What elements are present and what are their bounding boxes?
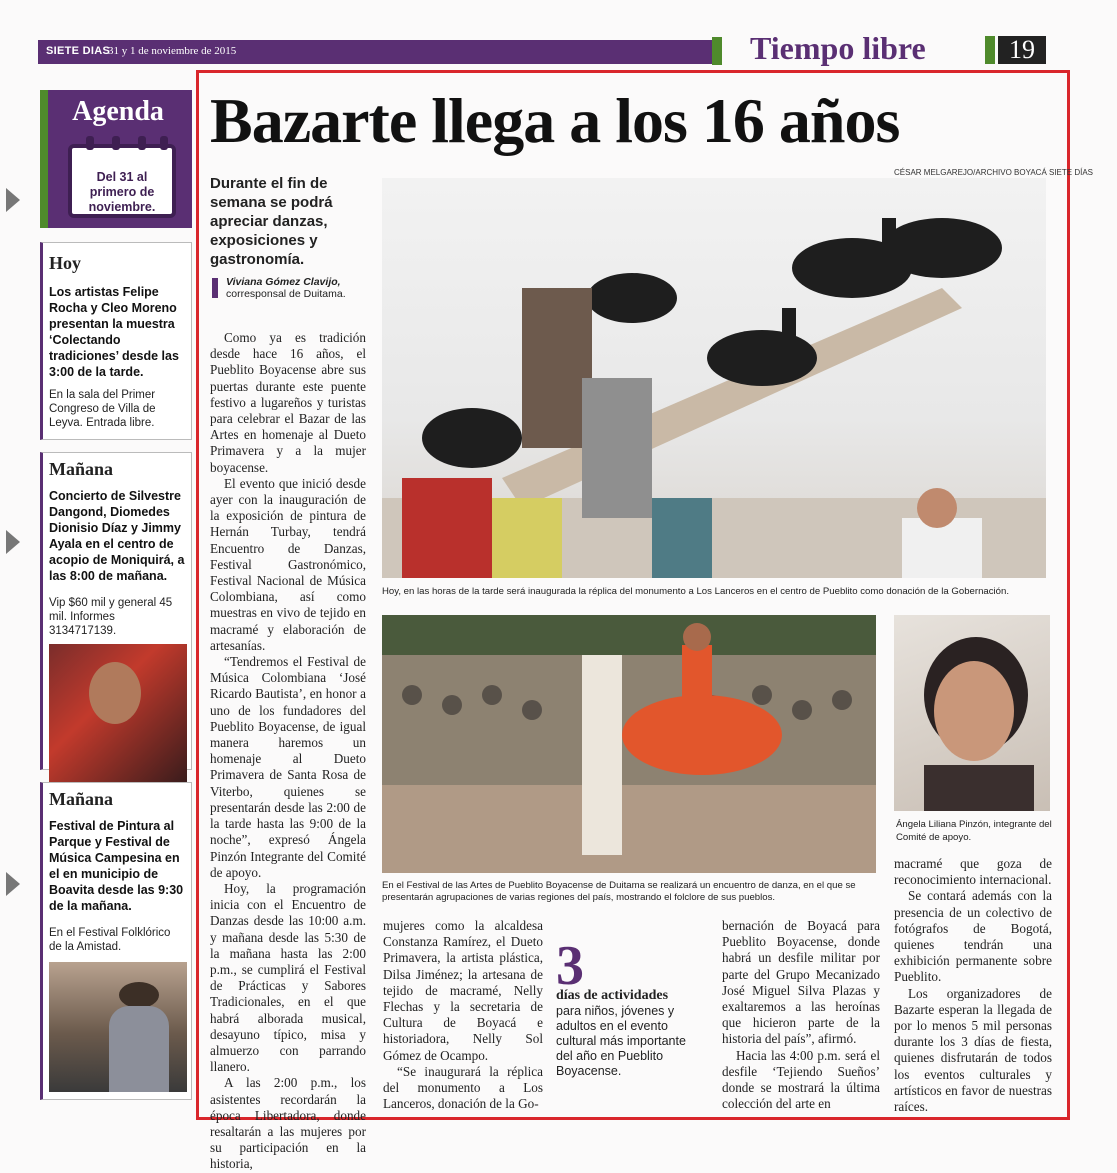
margin-arrow-icon: [6, 188, 20, 212]
calendar-ring-icon: [160, 136, 168, 150]
fact-title: días de actividades: [556, 988, 669, 1003]
portrait-illustration: [894, 615, 1050, 811]
byline-name: Viviana Gómez Clavijo,: [226, 276, 341, 288]
agenda-item-details: En la sala del Primer Congreso de Villa de Leyva. Entrada libre.: [49, 389, 156, 429]
paragraph: “Se inaugurará la réplica del monumento a Los Lanceros, donación de la Go-: [383, 1063, 543, 1112]
paragraph: “Tendremos el Festival de Música Colombiana ‘José Ricardo Bautista’, en honor a uno de los fundadores del Pueblito Boyacense, de igual manera haremos un homenaje al Dueto Primavera de Santa Rosa de Viterbo, quienes se presentarán desde las 2:00 de la tarde hasta las 9:00 de la noche”, expresó Ángela Pinzón Integrante del Comité de apoyo.: [210, 654, 366, 880]
agenda-title: Agenda: [72, 96, 164, 127]
agenda-item-description: Los artistas Felipe Rocha y Cleo Moreno presentan la muestra ‘Colectando tradiciones’ desde las 3:00 de la tarde.: [49, 285, 179, 379]
article-column-4: [722, 918, 880, 1112]
agenda-dates: Del 31 al primero de noviembre.: [88, 170, 156, 214]
margin-arrow-icon: [6, 530, 20, 554]
page-number: 19: [998, 36, 1046, 64]
dancers-photo: [382, 615, 876, 873]
article-column-5: [894, 856, 1052, 1115]
agenda-item-manana-1: [40, 452, 192, 770]
paragraph: Hoy, la programación inicia con el Encuentro de Danzas desde las 10:00 a.m. y mañana desde las 5:30 de la mañana hasta las 2:00 p.m., se cumplirá el Festival de Prácticas y Sabores Tradicionales, en el que habrá alborada musical, desayuno típico, misa y almuerzo con parrando llanero.: [210, 880, 366, 1075]
page-number-accent: [985, 36, 995, 64]
agenda-item-heading: Hoy: [49, 253, 82, 273]
article-lead: Durante el fin de semana se podrá apreciar danzas, exposiciones y gastronomía.: [210, 175, 333, 268]
musicians-photo: [49, 962, 187, 1092]
article-column-1: [210, 330, 366, 1172]
photo-caption-1: Hoy, en las horas de la tarde será inaugurada la réplica del monumento a Los Lanceros en el centro de Pueblito como donación de la Gobernación.: [382, 586, 1010, 597]
agenda-item-details: En el Festival Folklórico de la Amistad.: [49, 927, 171, 953]
agenda-accent: [40, 90, 48, 228]
fact-body: para niños, jóvenes y adultos en el evento cultural más importante del año en Pueblito Boyacense.: [556, 1004, 686, 1078]
issue-date: 31 y 1 de noviembre de 2015: [108, 45, 237, 57]
poncho-shape: [109, 1006, 169, 1092]
byline-accent: [212, 278, 218, 298]
paragraph: Hacia las 4:00 p.m. será el desfile ‘Tejiendo Sueños’ donde se mostrará la última colección del arte en: [722, 1047, 880, 1112]
article-headline: Bazarte llega a los 16 años: [210, 85, 900, 156]
hat-shape: [119, 982, 159, 1008]
section-title: Tiempo libre: [750, 30, 926, 66]
paragraph: A las 2:00 p.m., los asistentes recordarán la época Libertadora, donde resaltarán a las mujeres por su participación en la historia,: [210, 1075, 366, 1172]
paragraph: bernación de Boyacá para Pueblito Boyacense, donde habrá un desfile militar por parte del Grupo Mecanizado José Miguel Silva Plazas y exaltaremos a las heroínas que hicieron parte de la historia del país”, afirmó.: [722, 918, 880, 1047]
paragraph: Se contará además con la presencia de un colectivo de fotógrafos de Bogotá, quienes tendrán una exhibición permanente sobre Pueblito.: [894, 888, 1052, 985]
portrait-photo: [894, 615, 1050, 811]
photo-caption-3: Ángela Liliana Pinzón, integrante del Comité de apoyo.: [896, 819, 1052, 843]
agenda-item-manana-2: [40, 782, 192, 1100]
singer-photo: [49, 644, 187, 782]
paragraph: mujeres como la alcaldesa Constanza Ramírez, el Dueto Primavera, la artista plástica, Dilsa Jiménez; la artesana de tejido de macramé, Nelly Flechas y la secretaria de Cultura de Boyacá e historiadora, Nelly Sol Gómez de Ocampo.: [383, 918, 543, 1063]
fact-number: 3: [556, 935, 584, 997]
singer-face: [89, 662, 141, 724]
agenda-item-details: Vip $60 mil y general 45 mil. Informes 3134717139.: [49, 597, 173, 637]
agenda-item-description: Concierto de Silvestre Dangond, Diomedes Dionisio Díaz y Jimmy Ayala en el centro de acopio de Moniquirá, a las 8:00 de mañana.: [49, 489, 185, 583]
paragraph: Como ya es tradición desde hace 16 años, el Pueblito Boyacense abre sus puertas durante este puente festivo a lugareños y turistas para celebrar el Bazar de las Artes en homenaje al Dueto Primavera y a la mujer boyacense.: [210, 330, 366, 475]
margin-arrow-icon: [6, 872, 20, 896]
agenda-item-heading: Mañana: [49, 459, 114, 479]
byline: [226, 276, 346, 300]
calendar-ring-icon: [112, 136, 120, 150]
photo-credit: CÉSAR MELGAREJO/ARCHIVO BOYACÁ SIETE DÍAS: [894, 168, 1094, 177]
calendar-ring-icon: [86, 136, 94, 150]
article-column-2: [383, 918, 543, 1112]
dancers-illustration: [382, 615, 876, 873]
newspaper-brand: SIETE DIAS: [46, 45, 111, 57]
header-accent: [712, 37, 722, 65]
byline-role: corresponsal de Duitama.: [226, 288, 346, 300]
agenda-item-heading: Mañana: [49, 789, 114, 809]
agenda-item-description: Festival de Pintura al Parque y Festival de Música Campesina en el en municipio de Boavita desde las 9:30 de la mañana.: [49, 819, 184, 913]
monument-illustration: [382, 178, 1046, 578]
paragraph: Los organizadores de Bazarte esperan la llegada de por lo menos 5 mil personas durante los 3 días de fiesta, quienes disfrutarán de todos los eventos culturales y artísticos en favor de nuestras raíces.: [894, 985, 1052, 1115]
paragraph: macramé que goza de reconocimiento internacional.: [894, 856, 1052, 888]
agenda-item-hoy: [40, 242, 192, 440]
monument-photo: [382, 178, 1046, 578]
photo-caption-2: En el Festival de las Artes de Pueblito Boyacense de Duitama se realizará un encuentro de danza, en el que se presentarán agrupaciones de varias regiones del país, mostrando el folclore de sus pueblos.: [382, 880, 856, 903]
paragraph: El evento que inició desde ayer con la inauguración de la exposición de pintura de Hernán Turbay, tendrá Encuentro de Danzas, Festival Gastronómico, Festival Nacional de Música Colombiana, así como muestras en vivo de tejido en macramé y elaboración de artesanías.: [210, 475, 366, 653]
calendar-ring-icon: [138, 136, 146, 150]
